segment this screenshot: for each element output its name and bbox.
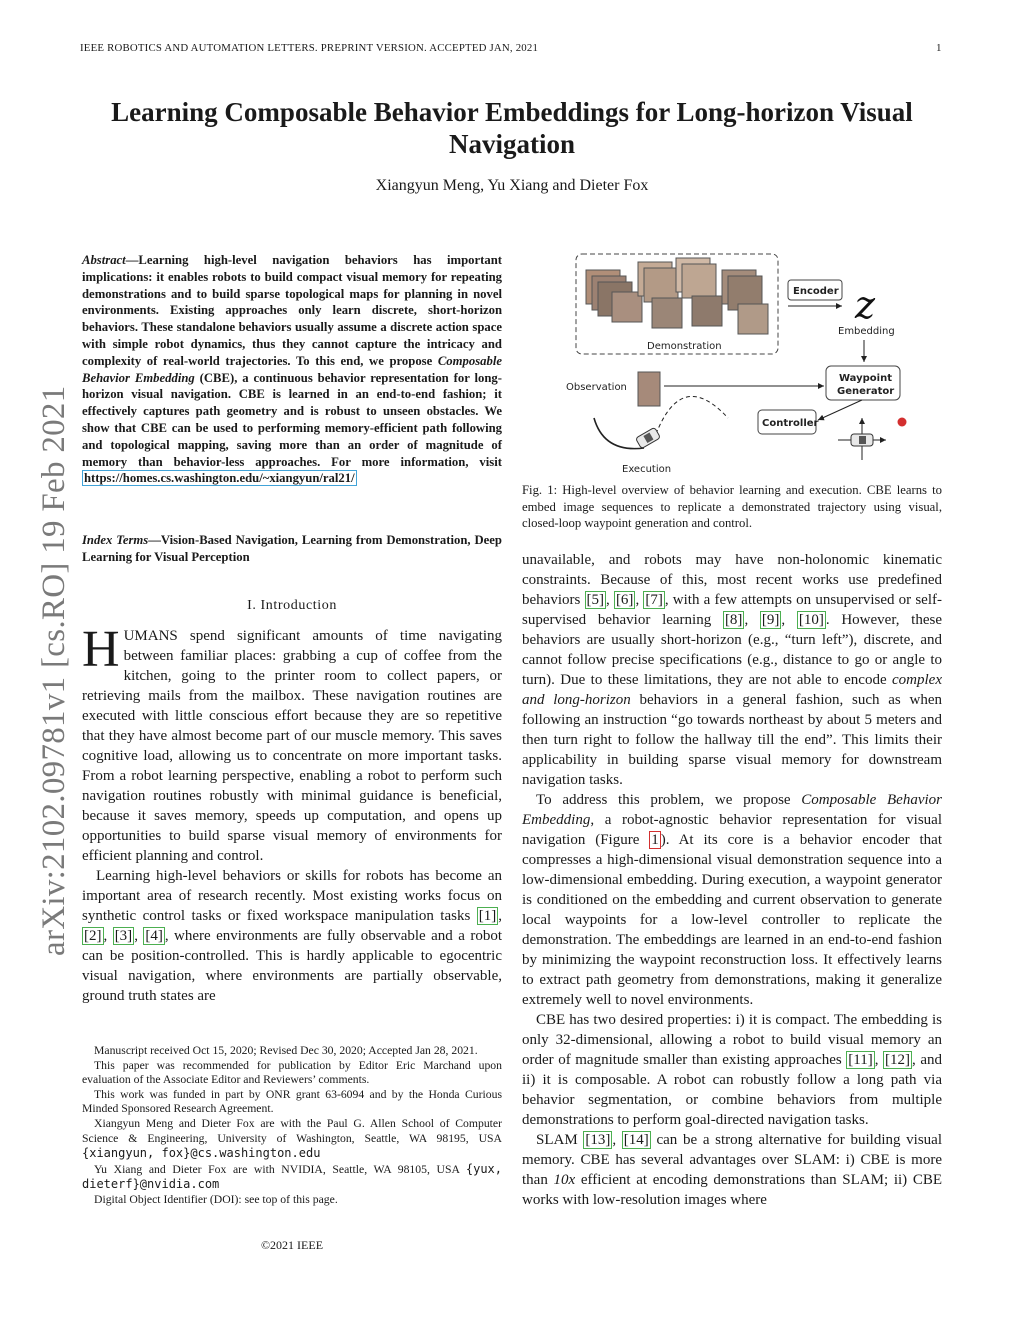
footnotes <box>82 1044 502 1208</box>
citation-link[interactable]: [11] <box>848 1052 873 1068</box>
page-number: 1 <box>936 42 942 54</box>
citation-link[interactable]: [9] <box>761 612 780 628</box>
index-terms <box>82 532 502 566</box>
footnote-recommended: This paper was recommended for publication by Editor Eric Marchand upon evaluation of the Associate Editor and Reviewers’ comments. <box>82 1058 502 1087</box>
intro-p1: spend significant amounts of time navigating between familiar places: grabbing a cup of coffee from the kitchen, going to the printer room to collect papers, or retrieving mails from the mailbox. These navigation routines are executed with little conscious effort because they are so repetitive that they have almost become part of our muscle memory. This saves cognitive load, allowing us to concentrate on more important tasks. From a robot learning perspective, enabling a robot to perform such navigation routines robustly with minimal guidance is beneficial, because it saves memory, speeds up computation, and opens up opportunities to build sparse visual memory of environments for efficient planning and control. <box>82 628 502 864</box>
figure-caption-text: High-level overview of behavior learning and execution. CBE learns to embed image sequences to replicate a demonstrated trajectory using visual, closed-loop waypoint generation and control. <box>522 483 942 531</box>
right-paragraph-4: SLAM [13] , [14] can be a strong alternative for building visual memory. CBE has several advantages over SLAM: i) CBE is more than 10x efficient at encoding demonstrations than SLAM; ii) CBE works with low-resolution images where <box>522 1132 943 1208</box>
rc-p2-em: Composable Behavior Embedding <box>522 792 942 828</box>
citation-link[interactable]: [5] <box>586 592 604 608</box>
rc-p1-em: complex and long-horizon <box>522 672 942 708</box>
intro-caps: UMANS <box>123 628 178 644</box>
citation-link[interactable]: [6] <box>615 592 634 608</box>
footnote-doi: Digital Object Identifier (DOI): see top of this page. <box>94 1192 338 1206</box>
rc-p4-a: SLAM <box>536 1132 584 1148</box>
demonstration-label: Demonstration <box>647 341 722 352</box>
citation-link[interactable]: [10] <box>798 612 824 628</box>
executed-path <box>594 418 644 449</box>
rc-p1-c: . However, these behaviors are usually short-horizon (e.g., “turn left”), discrete, and cannot follow precise specifications (e.g., distance to go or angle to turn). Due to these limitations, they are not able to encode <box>522 612 943 688</box>
embedding-label: Embedding <box>838 326 895 337</box>
citation-link[interactable]: [12] <box>885 1052 911 1068</box>
right-paragraph-3: CBE has two desired properties: i) it is compact. The embedding is only 32-dimensional, allowing a robot to build visual memory an order of magnitude smaller than existing approaches [11] , [12] , and ii) it is composable. A robot can robustly follow a long path via behavior segmentation, or combine behaviors from multiple demonstrations to perform goal-directed navigation tasks. <box>522 1012 942 1128</box>
citation-link[interactable]: [8] <box>724 612 743 628</box>
intro-p2-b: , where environments are fully observable and a robot can be position-controlled. This is hardly applicable to egocentric visual navigation, where environments are partially observable, ground truth states are <box>82 928 502 1004</box>
citation-link[interactable]: [14] <box>623 1132 649 1148</box>
citation-link[interactable]: [4] <box>145 928 163 944</box>
arxiv-stamp: arXiv:2102.09781v1 [cs.RO] 19 Feb 2021 <box>36 385 72 956</box>
observation-frame <box>638 372 660 406</box>
right-paragraph-1: unavailable, and robots may have non-holonomic kinematic constraints. Because of this, most recent works use predefined behaviors [5] , [6] , [7] , with a few attempts on unsupervised or self-supervised behavior learning [8] , [9] , [10] . However, these behaviors are usually short-horizon (e.g., “turn left”), discrete, and cannot follow precise specifications (e.g., distance to go or angle to turn). Due to these limitations, they are not able to encode complex and long-horizon behaviors in a general fashion, such as when following an instruction “go towards northeast by about 5 meters and then turn right to follow the hallway till the end”. This limits their applicability in building sparse visual memory for downstream navigation tasks. <box>522 552 943 788</box>
intro-p2-a: Learning high-level behaviors or skills for robots has become an important area of research recently. Most existing works focus on synthetic control tasks or fixed workspace manipulation tasks <box>82 868 502 924</box>
figure-ref-link[interactable]: 1 <box>651 832 659 848</box>
waypoint-label-1: Waypoint <box>839 373 892 384</box>
affil-1-text: Xiangyun Meng and Dieter Fox are with the Paul G. Allen School of Computer Science & Engineering, University of Washington, Seattle, WA 98195, USA <box>82 1116 502 1145</box>
waypoint-label-2: Generator <box>837 386 895 397</box>
observation-label: Observation <box>566 382 627 393</box>
rc-p4-b: can be a strong alternative for building visual memory. CBE has several advantages over SLAM: i) CBE is more than <box>522 1132 942 1188</box>
planned-path <box>656 396 728 434</box>
intro-text <box>82 621 502 1006</box>
copyright: ©2021 IEEE <box>260 1238 324 1252</box>
rc-p2-c: ). At its core is a behavior encoder that compresses a high-dimensional visual demonstration sequence into a low-dimensional embedding. During execution, a waypoint generator is conditioned on the embedding and current observation to generate local waypoints for a low-level controller to replicate the demonstration. The embeddings are learned in an end-to-end fashion by minimizing the waypoint reconstruction loss. It effectively learns to extract path geometry from demonstrations, making it generalize extremely well to novel environments. <box>522 832 942 1008</box>
footnote-received: Manuscript received Oct 15, 2020; Revised Dec 30, 2020; Accepted Jan 28, 2021. <box>94 1044 478 1057</box>
footnote-funding: This work was funded in part by ONR grant 63-6094 and by the Honda Curious Minded Sponsored Research Agreement. <box>82 1087 502 1116</box>
figure-1-diagram <box>552 248 932 478</box>
rc-p1-a: unavailable, and robots may have non-holonomic kinematic constraints. Because of this, most recent works use predefined behaviors <box>522 552 942 608</box>
citation-link[interactable]: [13] <box>585 1132 611 1148</box>
figure-caption-label: Fig. 1: <box>522 483 558 497</box>
citation-link[interactable]: [2] <box>84 928 102 944</box>
rc-p4-em: 10x <box>553 1172 576 1188</box>
embedding-z: z <box>855 283 876 327</box>
figure-caption <box>522 482 942 532</box>
index-terms-text: —Vision-Based Navigation, Learning from Demonstration, Deep Learning for Visual Perception <box>82 533 502 564</box>
robot-car-icon <box>635 427 660 448</box>
controller-label: Controller <box>762 418 819 429</box>
email-nvidia: {yux, dieterf}@nvidia.com <box>82 1161 502 1192</box>
execution-label: Execution <box>622 464 672 475</box>
dropcap: H <box>82 621 120 678</box>
section-heading: I. Introduction <box>247 598 337 613</box>
project-url-link[interactable]: https://homes.cs.washington.edu/~xiangyun/ral21/ <box>84 471 355 486</box>
rc-p3-a: CBE has two desired properties: i) it is compact. The embedding is only 32-dimensional, allowing a robot to build visual memory an order of magnitude smaller than existing approaches <box>522 1012 942 1068</box>
abstract-text-1: —Learning high-level navigation behaviors has important implications: it enables robots to build compact visual memory for repeating demonstrations and to build sparse topological maps for planning in novel environments. Existing approaches only learn discrete, short-horizon behaviors. These standalone behaviors usually assume a discrete action space with simple robot dynamics, thus they cannot capture the intricacy and complexity of real-world trajectories. To this end, we propose <box>82 253 502 368</box>
footnote-affiliation-2 <box>82 1162 502 1193</box>
citation-link[interactable]: [1] <box>478 908 497 924</box>
rc-p3-b: , and ii) it is composable. A robot can robustly follow a long path via behavior segmentation, or combine behaviors from multiple demonstrations to perform goal-directed navigation tasks. <box>522 1052 942 1128</box>
abstract-method-name: Composable Behavior Embedding <box>82 353 502 385</box>
paper-title: Learning Composable Behavior Embeddings for Long-horizon Visual Navigation <box>111 97 913 159</box>
waypoint-dot-icon <box>898 418 907 427</box>
right-paragraph-2 <box>522 790 942 1010</box>
intro-paragraph-2: Learning high-level behaviors or skills for robots has become an important area of research recently. Most existing works focus on synthetic control tasks or fixed workspace manipulation tasks [1] , [2] , [3] , [4] , where environments are fully observable and a robot can be position-controlled. This is hardly applicable to egocentric visual navigation, where environments are partially observable, ground truth states are <box>82 868 502 1004</box>
rc-p2-b: , a robot-agnostic behavior representation for visual navigation (Figure <box>522 812 942 848</box>
abstract-label: Abstract <box>82 253 126 267</box>
email-uw: {xiangyun, fox}@cs.washington.edu <box>82 1146 321 1161</box>
rc-p4-c: efficient at encoding demonstrations than SLAM; ii) CBE works with low-resolution images where <box>522 1172 943 1208</box>
intro-paragraph-1 <box>82 621 502 866</box>
footnote-affiliation-1 <box>82 1117 502 1162</box>
running-header: IEEE ROBOTICS AND AUTOMATION LETTERS. PREPRINT VERSION. ACCEPTED JAN, 2021 <box>80 42 539 54</box>
rc-p2-a: To address this problem, we propose <box>536 792 802 808</box>
citation-link[interactable]: [7] <box>645 592 663 608</box>
abstract-text-2: (CBE), a continuous behavior representation for long-horizon visual navigation. CBE is learned in an end-to-end fashion; it effectively captures path geometry and is robust to unseen obstacles. We show that CBE can be used to performing memory-efficient path following and topological mapping, saving more than an order of magnitude of memory than behavior-less approaches. For more information, visit <box>82 370 502 469</box>
affil-2-text: Yu Xiang and Dieter Fox are with NVIDIA, Seattle, WA 98105, USA <box>94 1162 466 1176</box>
rc-p1-b: , with a few attempts on unsupervised or self-supervised behavior learning <box>522 592 943 628</box>
abstract <box>82 252 502 487</box>
right-column-text <box>522 550 942 1210</box>
robot-car-top-icon <box>838 418 886 460</box>
index-terms-label: Index Terms <box>82 533 149 547</box>
citation-link[interactable]: [3] <box>114 928 133 944</box>
demonstration-frames <box>586 258 768 334</box>
encoder-label: Encoder <box>793 286 839 297</box>
rc-p1-d: behaviors in a general fashion, such as when following an instruction “go towards northeast by about 5 meters and then turn right to follow the hallway till the end”. This limits their applicability in building sparse visual memory for downstream navigation tasks. <box>522 692 942 788</box>
author-list: Xiangyun Meng, Yu Xiang and Dieter Fox <box>375 177 649 194</box>
